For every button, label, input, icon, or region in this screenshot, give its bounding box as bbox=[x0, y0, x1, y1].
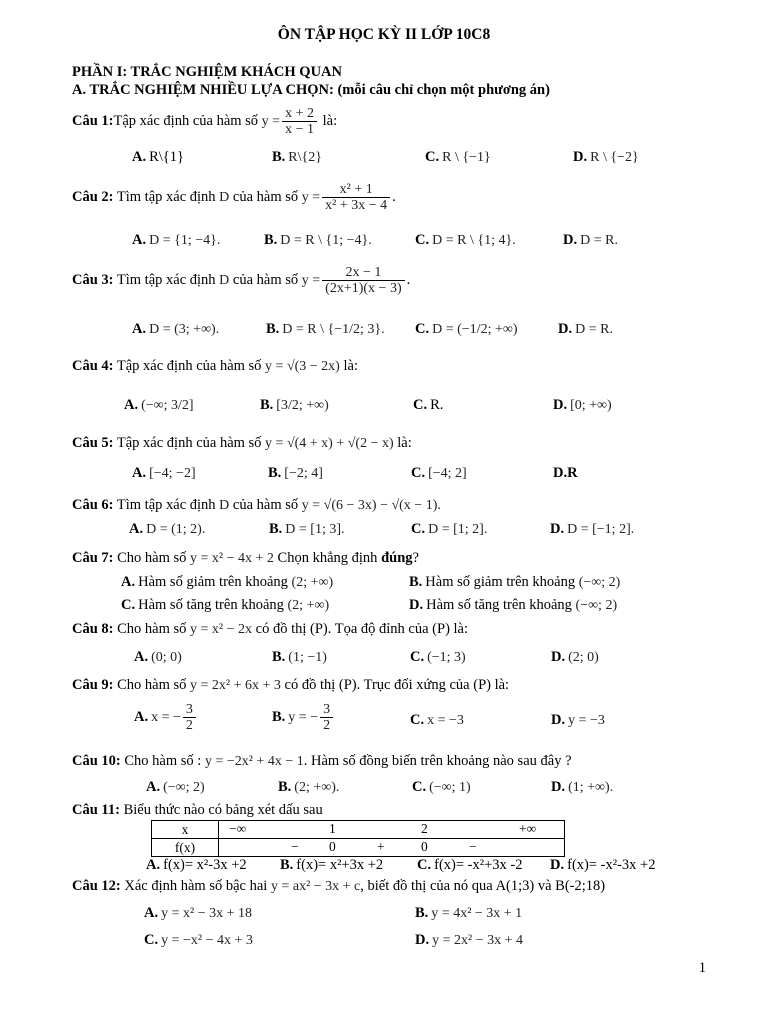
q11-option-b[interactable]: B. f(x)= x²+3x +2 bbox=[280, 857, 384, 873]
tick-label: 2 bbox=[421, 821, 428, 836]
q2-option-d[interactable]: D. D = R. bbox=[563, 232, 618, 248]
question-text: Tập xác định của hàm số bbox=[113, 112, 259, 129]
q7-option-a[interactable]: A. Hàm số giảm trên khoảng (2; +∞) bbox=[121, 574, 334, 590]
table-row bbox=[152, 839, 565, 857]
question-11: Câu 11: Biểu thức nào có bảng xét dấu sau bbox=[72, 802, 323, 818]
q10-option-a[interactable]: A. (−∞; 2) bbox=[146, 779, 205, 795]
question-9: Câu 9: Cho hàm số y = 2x² + 6x + 3 có đồ thị (P). Trục đối xứng của (P) là: bbox=[72, 677, 510, 693]
q3-option-c[interactable]: C. D = (−1/2; +∞) bbox=[415, 321, 518, 337]
q10-option-b[interactable]: B. (2; +∞). bbox=[278, 779, 340, 795]
part-heading: PHẦN I: TRẮC NGHIỆM KHÁCH QUAN bbox=[72, 64, 342, 80]
q3-option-b[interactable]: B. D = R \ {−1/2; 3}. bbox=[266, 321, 385, 337]
function-fraction: $\frac{\text{x² + 1}}{\text{x² + 3x − 4}}$ bbox=[322, 182, 390, 213]
q2-option-a[interactable]: A. D = {1; −4}. bbox=[132, 232, 221, 248]
q12-option-d[interactable]: D. y = 2x² − 3x + 4 bbox=[415, 932, 523, 948]
q8-option-c[interactable]: C. (−1; 3) bbox=[410, 649, 466, 665]
q6-option-b[interactable]: B. D = [1; 3]. bbox=[269, 521, 345, 537]
q12-option-a[interactable]: A. y = x² − 3x + 18 bbox=[144, 905, 252, 921]
q11-option-c[interactable]: C. f(x)= -x²+3x -2 bbox=[417, 857, 523, 873]
q9-option-d[interactable]: D. y = −3 bbox=[551, 712, 605, 728]
q8-option-a[interactable]: A. (0; 0) bbox=[134, 649, 182, 665]
q6-option-d[interactable]: D. D = [−1; 2]. bbox=[550, 521, 635, 537]
page-title: ÔN TẬP HỌC KỲ II LỚP 10C8 bbox=[277, 26, 491, 43]
q4-option-b[interactable]: B. [3/2; +∞) bbox=[260, 397, 329, 413]
tick-label: −∞ bbox=[229, 821, 247, 836]
page-number: 1 bbox=[698, 960, 706, 976]
q11-option-d[interactable]: D. f(x)= -x²-3x +2 bbox=[550, 857, 656, 873]
q11-option-a[interactable]: A. f(x)= x²-3x +2 bbox=[146, 857, 247, 873]
question-3: Câu 3: Tìm tập xác định D của hàm số y = $\frac{2x - 1}{(2x+1)(x - 3)}$ . bbox=[72, 265, 411, 296]
q8-option-d[interactable]: D. (2; 0) bbox=[551, 649, 599, 665]
question-number: Câu 1: bbox=[72, 112, 114, 129]
q2-option-b[interactable]: B. D = R \ {1; −4}. bbox=[264, 232, 372, 248]
table-row bbox=[152, 821, 565, 839]
question-2: Câu 2: Tìm tập xác định D của hàm số y = $\frac{\text{x² + 1}}{\text{x² + 3x − 4}}$ . bbox=[72, 182, 396, 213]
q5-option-a[interactable]: A. [−4; −2] bbox=[132, 465, 196, 481]
q1-option-b[interactable]: B. R\{2} bbox=[272, 149, 322, 165]
q5-option-c[interactable]: C. [−4; 2] bbox=[411, 465, 467, 481]
q1-option-a[interactable]: A. R\{1} bbox=[132, 149, 184, 165]
sign-value: + bbox=[377, 839, 385, 854]
sign-value: − bbox=[291, 839, 299, 854]
q8-option-b[interactable]: B. (1; −1) bbox=[272, 649, 327, 665]
question-5: Câu 5: Tập xác định của hàm số y = √(4 + x) + √(2 − x) là: bbox=[72, 435, 412, 451]
tick-label: 1 bbox=[329, 821, 336, 836]
sign-table bbox=[151, 820, 565, 857]
q7-option-d[interactable]: D. Hàm số tăng trên khoảng (−∞; 2) bbox=[409, 597, 618, 613]
function-lhs: y = bbox=[261, 113, 281, 129]
q7-option-b[interactable]: B. Hàm số giảm trên khoảng (−∞; 2) bbox=[409, 574, 621, 590]
q12-option-b[interactable]: B. y = 4x² − 3x + 1 bbox=[415, 905, 523, 921]
question-7: Câu 7: Cho hàm số y = x² − 4x + 2 Chọn khẳng định đúng? bbox=[72, 550, 419, 566]
q6-option-c[interactable]: C. D = [1; 2]. bbox=[411, 521, 488, 537]
q10-option-d[interactable]: D. (1; +∞). bbox=[551, 779, 614, 795]
question-4: Câu 4: Tập xác định của hàm số y = √(3 − 2x) là: bbox=[72, 358, 358, 374]
sign-value: 0 bbox=[329, 839, 336, 854]
q9-option-b[interactable]: B. y = − $\frac{3}{2}$ bbox=[272, 702, 335, 733]
q2-option-c[interactable]: C. D = R \ {1; 4}. bbox=[415, 232, 516, 248]
q5-option-b[interactable]: B. [−2; 4] bbox=[268, 465, 323, 481]
function-fraction: $\frac{2x - 1}{(2x+1)(x - 3)}$ bbox=[322, 265, 404, 296]
sign-value: − bbox=[469, 839, 477, 854]
q12-option-c[interactable]: C. y = −x² − 4x + 3 bbox=[144, 932, 253, 948]
q3-option-a[interactable]: A. D = (3; +∞). bbox=[132, 321, 220, 337]
q9-option-c[interactable]: C. x = −3 bbox=[410, 712, 464, 728]
table-header-fx: f(x) bbox=[152, 839, 219, 857]
q10-option-c[interactable]: C. (−∞; 1) bbox=[412, 779, 471, 795]
question-1: Câu 1:Tập xác định của hàm số y = $\frac{x + 2}{x - 1}$ là: bbox=[72, 106, 338, 137]
sign-value: 0 bbox=[421, 839, 428, 854]
q5-option-d[interactable]: D.R bbox=[553, 465, 578, 481]
q6-option-a[interactable]: A. D = (1; 2). bbox=[129, 521, 206, 537]
question-8: Câu 8: Cho hàm số y = x² − 2x có đồ thị (P). Tọa độ đỉnh của (P) là: bbox=[72, 621, 469, 637]
q1-option-c[interactable]: C. R \ {−1} bbox=[425, 149, 491, 165]
q4-option-c[interactable]: C. R. bbox=[413, 397, 444, 413]
q9-option-a[interactable]: A. x = − $\frac{3}{2}$ bbox=[134, 702, 198, 733]
question-10: Câu 10: Cho hàm số : y = −2x² + 4x − 1. Hàm số đồng biến trên khoảng nào sau đây ? bbox=[72, 753, 572, 769]
table-header-x: x bbox=[152, 821, 219, 839]
q7-option-c[interactable]: C. Hàm số tăng trên khoảng (2; +∞) bbox=[121, 597, 330, 613]
section-heading: A. TRẮC NGHIỆM NHIỀU LỰA CHỌN: (mỗi câu chỉ chọn một phương án) bbox=[72, 82, 550, 98]
q1-option-d[interactable]: D. R \ {−2} bbox=[573, 149, 639, 165]
q4-option-d[interactable]: D. [0; +∞) bbox=[553, 397, 612, 413]
tick-label: +∞ bbox=[519, 821, 537, 836]
q4-option-a[interactable]: A. (−∞; 3/2] bbox=[124, 397, 194, 413]
function-fraction: $\frac{x + 2}{x - 1}$ bbox=[282, 106, 317, 137]
question-12: Câu 12: Xác định hàm số bậc hai y = ax² − 3x + c, biết đồ thị của nó qua A(1;3) và B(-2;18) bbox=[72, 878, 606, 894]
question-6: Câu 6: Tìm tập xác định D của hàm số y = √(6 − 3x) − √(x − 1). bbox=[72, 497, 441, 513]
q3-option-d[interactable]: D. D = R. bbox=[558, 321, 613, 337]
